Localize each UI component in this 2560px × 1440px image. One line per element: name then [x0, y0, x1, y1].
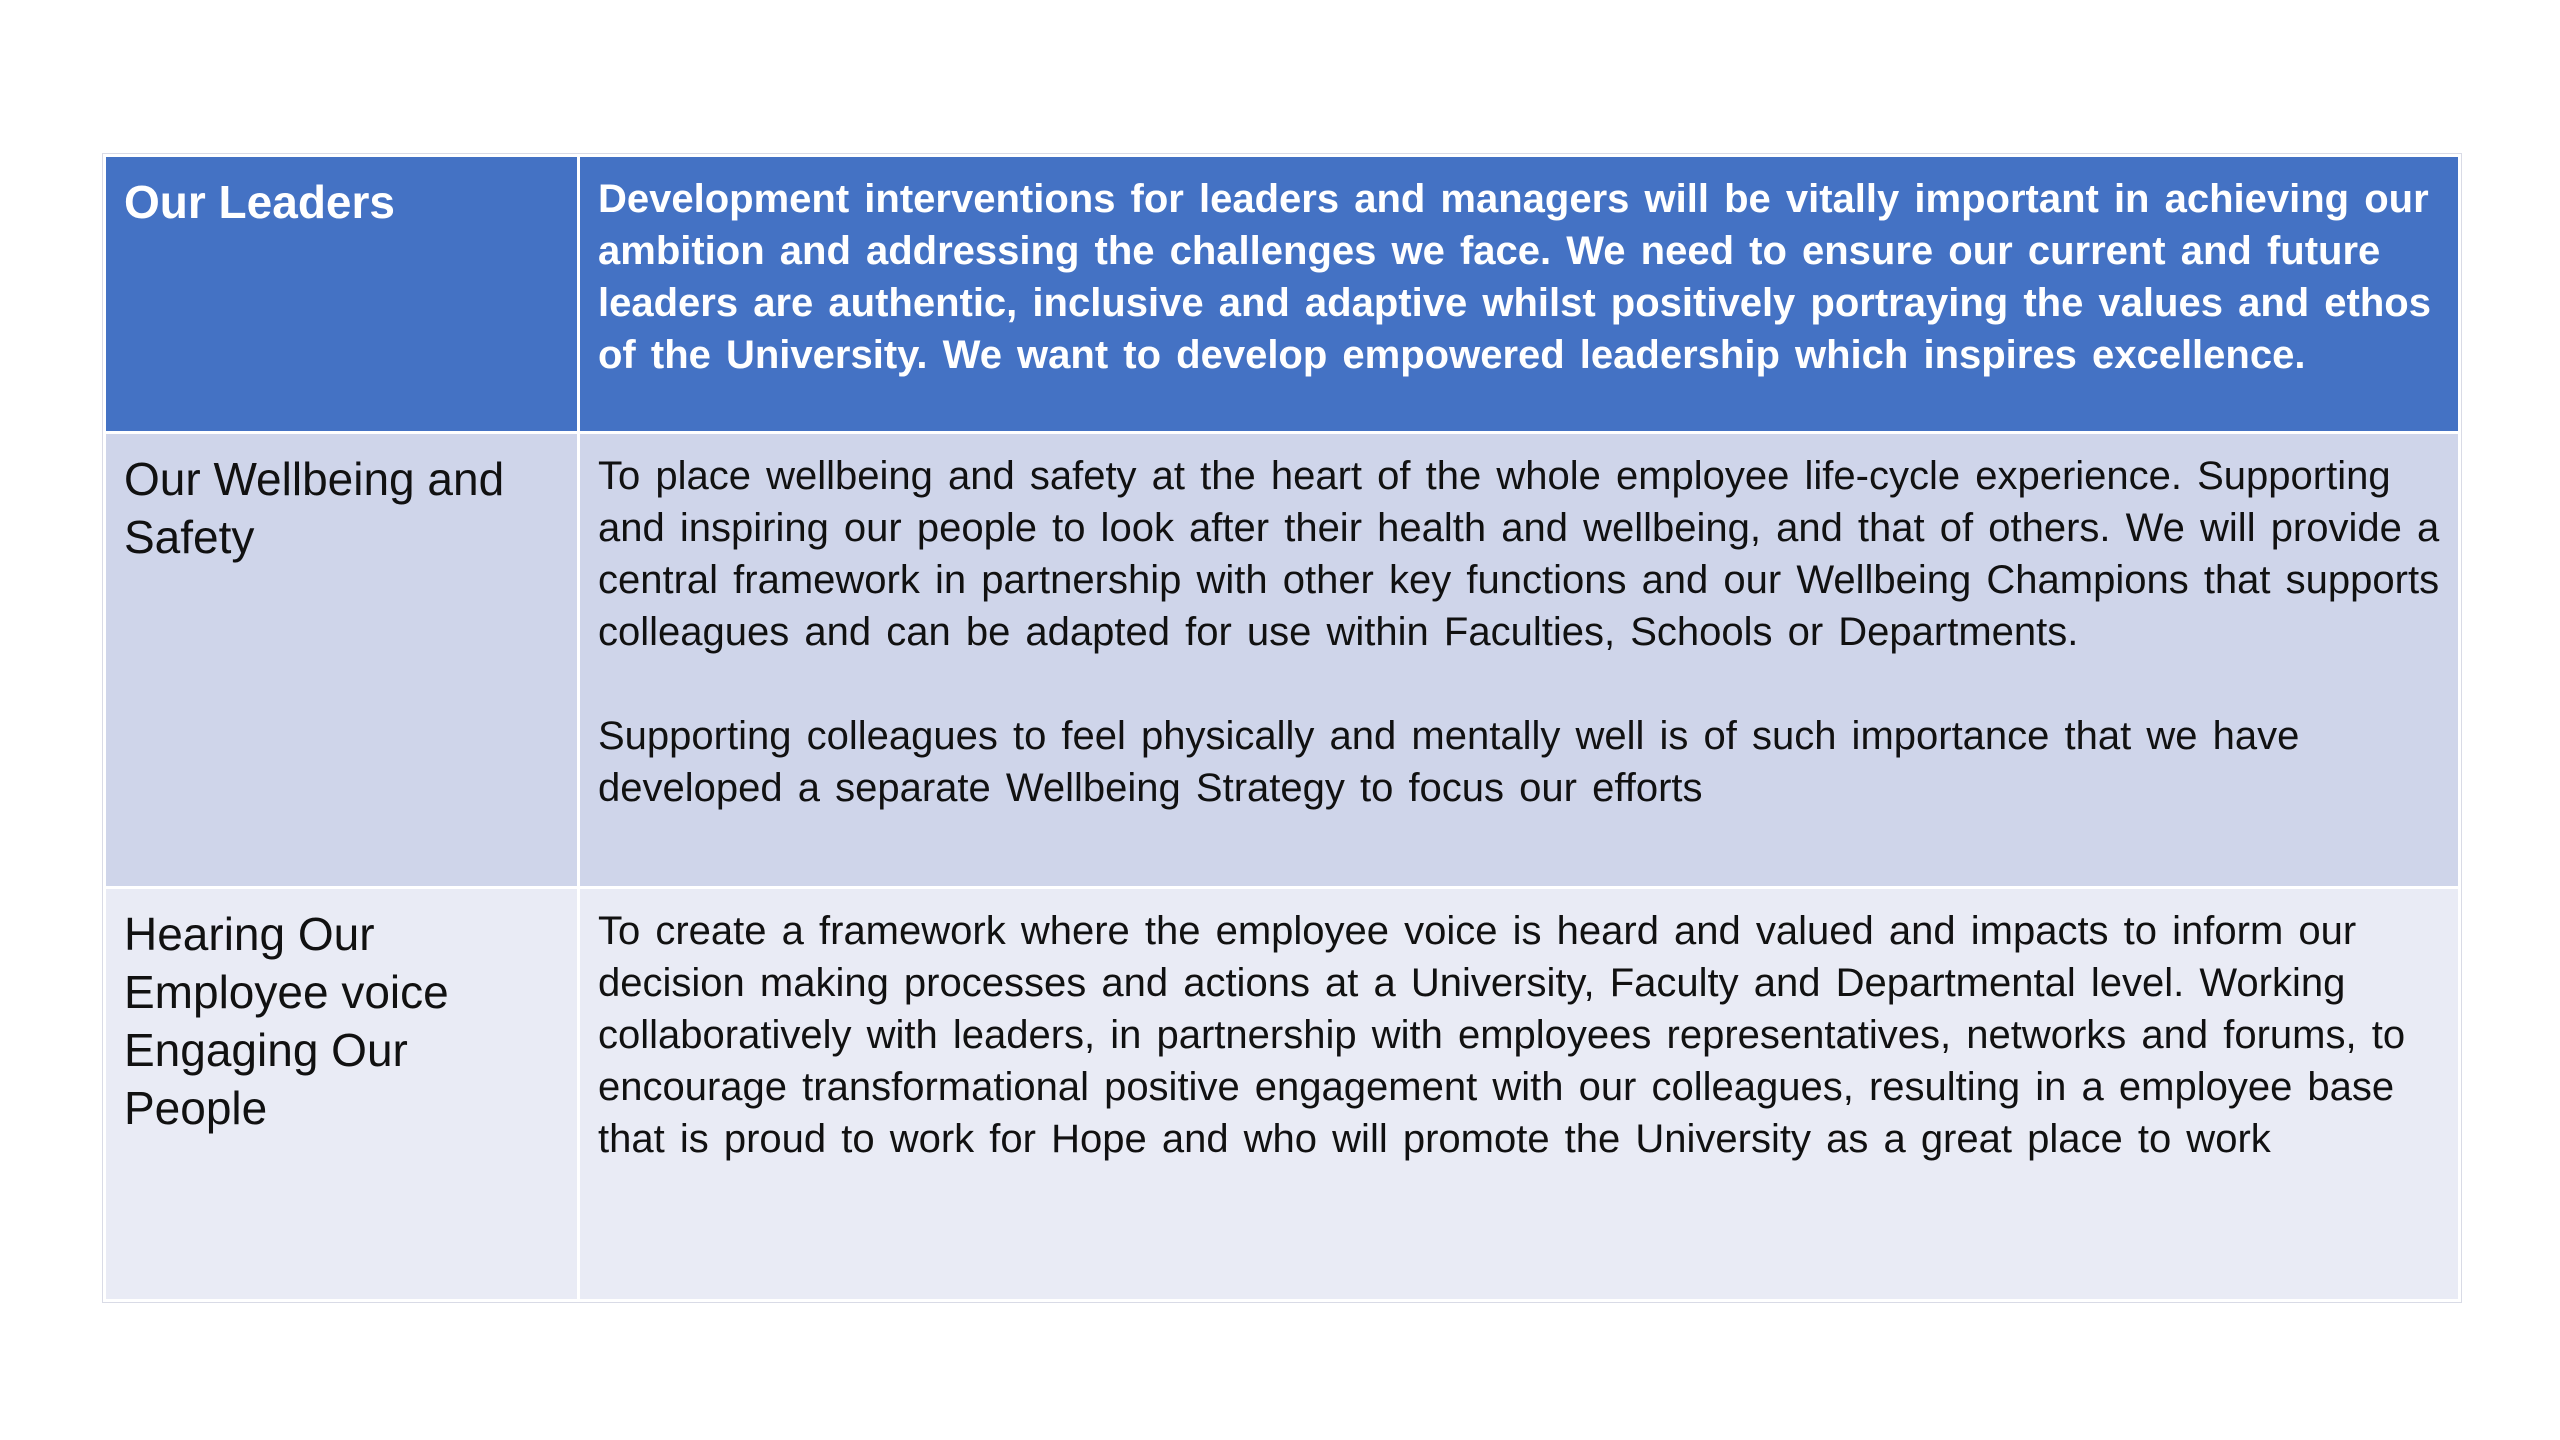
table-row	[105, 156, 2460, 433]
row-description-cell	[579, 433, 2460, 888]
row-label: Hearing Our Employee voice Engaging Our People	[124, 908, 449, 1134]
row-label: Our Leaders	[124, 176, 395, 228]
row-description: To create a framework where the employee voice is heard and valued and impacts to inform our decision making processes and actions at a University, Faculty and Departmental level. Working collaboratively with leaders, in partnership with employees representatives, networks and forums, to encourage transformational positive engagement with our colleagues, resulting in a employee base that is proud to work for Hope and who will promote the University as a great place to work	[598, 909, 2406, 1161]
row-description-cell	[579, 888, 2460, 1301]
row-label-cell	[105, 433, 579, 888]
row-description: Development interventions for leaders and managers will be vitally important in achieving our ambition and addressing the challenges we face. We need to ensure our current and future leaders are authentic, inclusive and adaptive whilst positively portraying the values and ethos of the University. We want to develop empowered leadership which inspires excellence.	[598, 177, 2431, 377]
strategy-table	[103, 154, 2461, 1302]
row-description-cell	[579, 156, 2460, 433]
row-description: Supporting colleagues to feel physically and mentally well is of such importance that we have developed a separate Wellbeing Strategy to focus our efforts	[598, 714, 2300, 810]
row-label: Our Wellbeing and Safety	[124, 453, 505, 563]
table-row	[105, 433, 2460, 888]
row-label-cell	[105, 888, 579, 1301]
table-row	[105, 888, 2460, 1301]
row-label-cell	[105, 156, 579, 433]
row-description: To place wellbeing and safety at the heart of the whole employee life-cycle experience. Supporting and inspiring our people to look after their health and wellbeing, and that of others. We will provide a central framework in partnership with other key functions and our Wellbeing Champions that supports colleagues and can be adapted for use within Faculties, Schools or Departments.	[598, 454, 2440, 654]
